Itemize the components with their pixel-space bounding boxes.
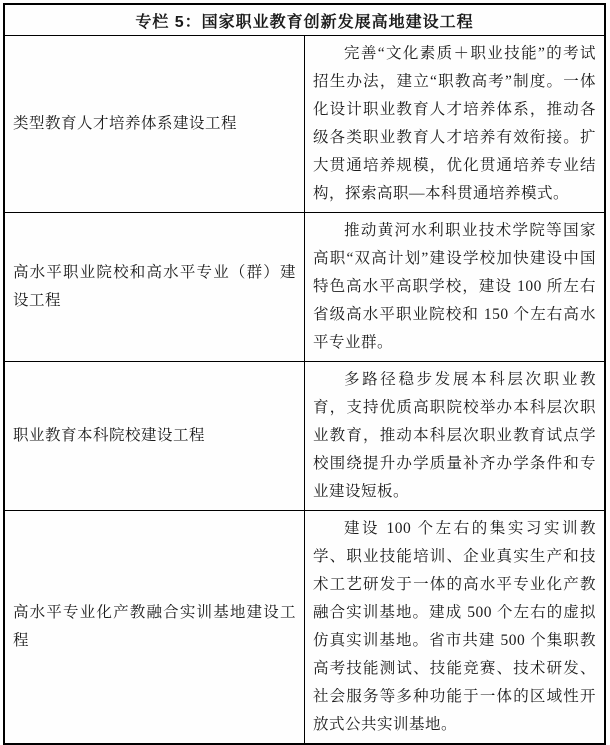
row-label-high-level-colleges: 高水平职业院校和高水平专业（群）建设工程 — [4, 213, 305, 362]
row-content-text: 推动黄河水利职业技术学院等国家高职“双高计划”建设学校加快建设中国特色高水平高职学校，建设 100 所左右省级高水平职业院校和 150 个左右高水平专业群。 — [313, 222, 596, 351]
table-row — [4, 36, 605, 213]
row-content-cell — [305, 362, 606, 511]
table-row — [4, 362, 605, 511]
row-label-talent-training-system: 类型教育人才培养体系建设工程 — [4, 36, 305, 213]
row-content-text: 多路径稳步发展本科层次职业教育，支持优质高职院校举办本科层次职业教育，推动本科层次职业教育试点学校围绕提升办学质量补齐办学条件和专业建设短板。 — [313, 371, 596, 500]
row-label-undergraduate-vocational: 职业教育本科院校建设工程 — [4, 362, 305, 511]
row-content-text: 建设 100 个左右的集实习实训教学、职业技能培训、企业真实生产和技术工艺研发于一体的高水平专业化产教融合实训基地。建成 500 个左右的虚拟仿真实训基地。省市共建 500 个集职教高考技能测试、技能竞赛、技术研发、社会服务等多种功能于一体的区域性开放式公共实训基地。 — [313, 520, 596, 733]
table-row — [4, 213, 605, 362]
table-row — [4, 511, 605, 745]
row-content-cell — [305, 213, 606, 362]
row-content-cell — [305, 511, 606, 745]
row-label-training-base: 高水平专业化产教融合实训基地建设工程 — [4, 511, 305, 745]
row-content-cell — [305, 36, 606, 213]
table-title: 专栏 5：国家职业教育创新发展高地建设工程 — [4, 4, 605, 36]
table-header-row — [4, 4, 605, 36]
special-column-table — [3, 3, 606, 745]
row-content-text: 完善“文化素质＋职业技能”的考试招生办法，建立“职教高考”制度。一体化设计职业教育人才培养体系，推动各级各类职业教育人才培养有效衔接。扩大贯通培养规模，优化贯通培养专业结构，探索高职—本科贯通培养模式。 — [313, 45, 596, 202]
